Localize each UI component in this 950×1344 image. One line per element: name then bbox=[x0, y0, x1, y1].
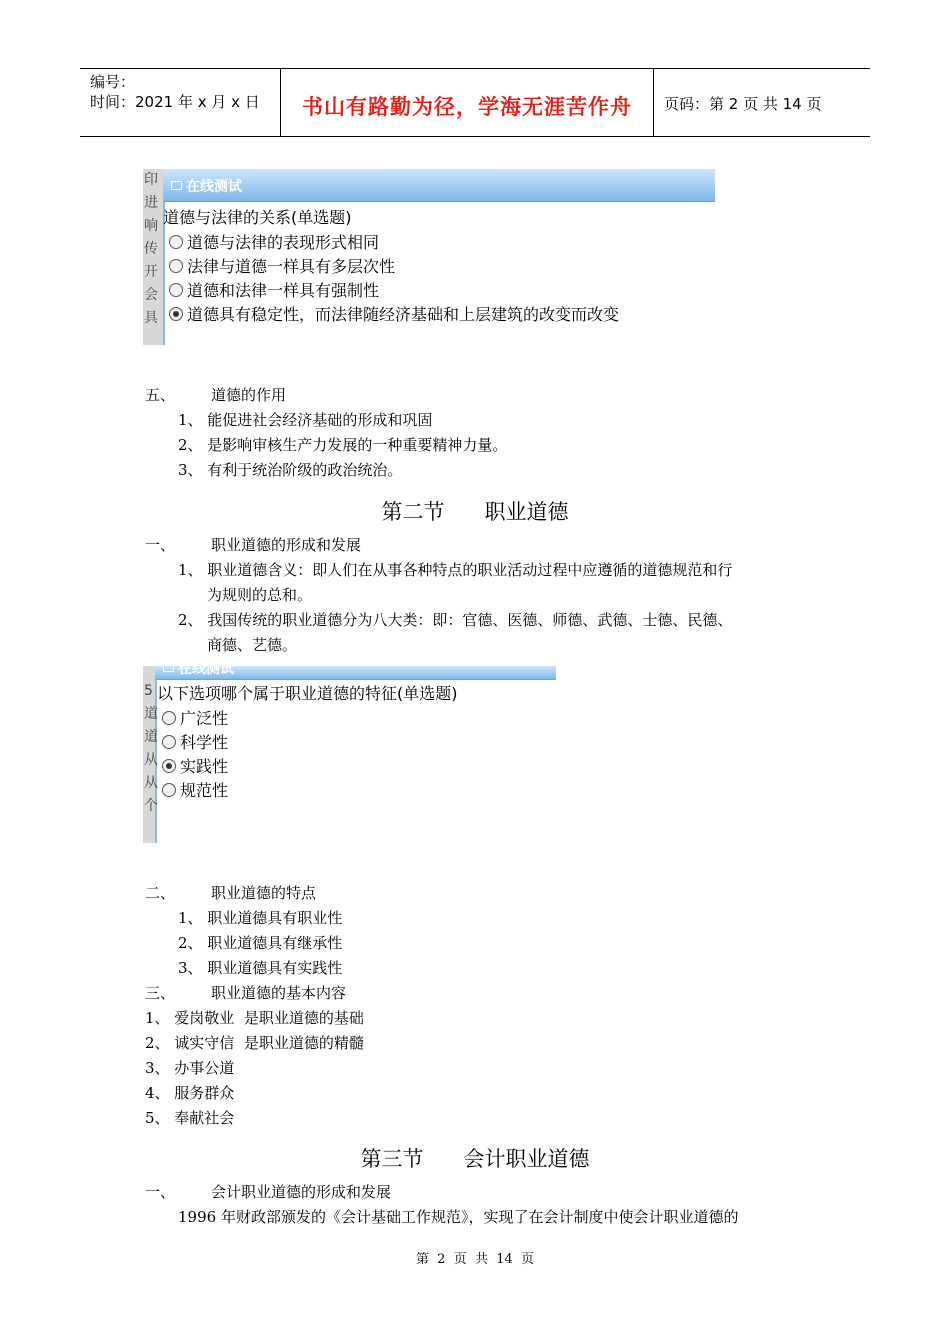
radio-selected-icon[interactable] bbox=[169, 307, 183, 321]
paragraph-line: 商德、艺德。 bbox=[207, 636, 298, 654]
section-heading: 三、 职业道德的基本内容 bbox=[145, 984, 347, 1002]
list-item: 1、 职业道德具有职业性 bbox=[178, 909, 343, 927]
list-item: 2、 诚实守信 是职业道德的精髓 bbox=[145, 1034, 364, 1052]
section-heading: 一、 会计职业道德的形成和发展 bbox=[145, 1183, 392, 1201]
paragraph-line: 为规则的总和。 bbox=[207, 586, 313, 604]
quiz-option[interactable]: 规范性 bbox=[162, 778, 228, 801]
radio-icon[interactable] bbox=[162, 711, 176, 725]
quiz-panel-1 bbox=[143, 169, 715, 345]
paragraph-line: 1、 职业道德含义：即人们在从事各种特点的职业活动过程中应遵循的道德规范和行 bbox=[178, 561, 733, 579]
paragraph-line: 2、 我国传统的职业道德分为八大类：即：官德、医德、师德、武德、士德、民德、 bbox=[178, 611, 733, 629]
radio-icon[interactable] bbox=[162, 735, 176, 749]
quiz-option[interactable]: 广泛性 bbox=[162, 706, 228, 729]
header-left-cell bbox=[80, 69, 281, 136]
quiz-option[interactable]: 法律与道德一样具有多层次性 bbox=[169, 254, 395, 277]
page-header bbox=[80, 68, 870, 137]
paragraph-line: 1996 年财政部颁发的《会计基础工作规范》，实现了在会计制度中使会计职业道德的 bbox=[178, 1208, 739, 1226]
list-item: 4、 服务群众 bbox=[145, 1084, 235, 1102]
section-title: 第二节 职业道德 bbox=[381, 500, 569, 524]
quiz-titlebar-clipped bbox=[155, 661, 556, 680]
panel-title: 在线测试 bbox=[178, 661, 234, 677]
quiz-titlebar bbox=[163, 169, 715, 202]
list-item: 3、 办事公道 bbox=[145, 1059, 235, 1077]
list-item: 1、 爱岗敬业 是职业道德的基础 bbox=[145, 1009, 364, 1027]
list-item: 5、 奉献社会 bbox=[145, 1109, 235, 1127]
radio-icon[interactable] bbox=[169, 259, 183, 273]
list-item: 2、 是影响审核生产力发展的一种重要精神力量。 bbox=[178, 436, 508, 454]
page-footer: 第 2 页 共 14 页 bbox=[415, 1252, 535, 1267]
section-heading: 二、 职业道德的特点 bbox=[145, 884, 317, 902]
clipped-side-strip: 5 道 道 从 从 个 bbox=[143, 666, 157, 843]
number-label: 编号： bbox=[90, 73, 136, 91]
clipped-side-strip: 印 进 响 传 开 会 具 bbox=[143, 169, 165, 345]
list-item: 3、 职业道德具有实践性 bbox=[178, 959, 343, 977]
list-item: 3、 有利于统治阶级的政治统治。 bbox=[178, 461, 403, 479]
list-item: 1、 能促进社会经济基础的形成和巩固 bbox=[178, 411, 433, 429]
window-icon bbox=[163, 663, 174, 672]
quiz-question: 道德与法律的关系(单选题) bbox=[163, 208, 352, 227]
header-page-cell bbox=[654, 69, 870, 136]
section-heading: 一、 职业道德的形成和发展 bbox=[145, 536, 362, 554]
quiz-panel-2 bbox=[143, 661, 556, 843]
radio-icon[interactable] bbox=[169, 283, 183, 297]
panel-title: 在线测试 bbox=[186, 179, 242, 195]
section-title: 第三节 会计职业道德 bbox=[360, 1147, 590, 1171]
radio-icon[interactable] bbox=[169, 235, 183, 249]
radio-icon[interactable] bbox=[162, 783, 176, 797]
page-number-label: 页码：第 2 页 共 14 页 bbox=[664, 95, 822, 113]
quiz-option-selected[interactable]: 实践性 bbox=[162, 754, 228, 777]
quiz-option[interactable]: 道德和法律一样具有强制性 bbox=[169, 278, 379, 301]
quiz-option[interactable]: 道德与法律的表现形式相同 bbox=[169, 230, 379, 253]
window-icon bbox=[171, 181, 182, 190]
header-motto-cell bbox=[281, 69, 654, 136]
motto: 书山有路勤为径，学海无涯苦作舟 bbox=[302, 95, 632, 119]
quiz-question: 以下选项哪个属于职业道德的特征(单选题) bbox=[157, 684, 458, 703]
section-heading: 五、 道德的作用 bbox=[145, 386, 287, 404]
quiz-option[interactable]: 科学性 bbox=[162, 730, 228, 753]
date-label: 时间：2021 年 x 月 x 日 bbox=[90, 93, 260, 111]
radio-selected-icon[interactable] bbox=[162, 759, 176, 773]
quiz-option-selected[interactable]: 道德具有稳定性，而法律随经济基础和上层建筑的改变而改变 bbox=[169, 302, 619, 325]
list-item: 2、 职业道德具有继承性 bbox=[178, 934, 343, 952]
